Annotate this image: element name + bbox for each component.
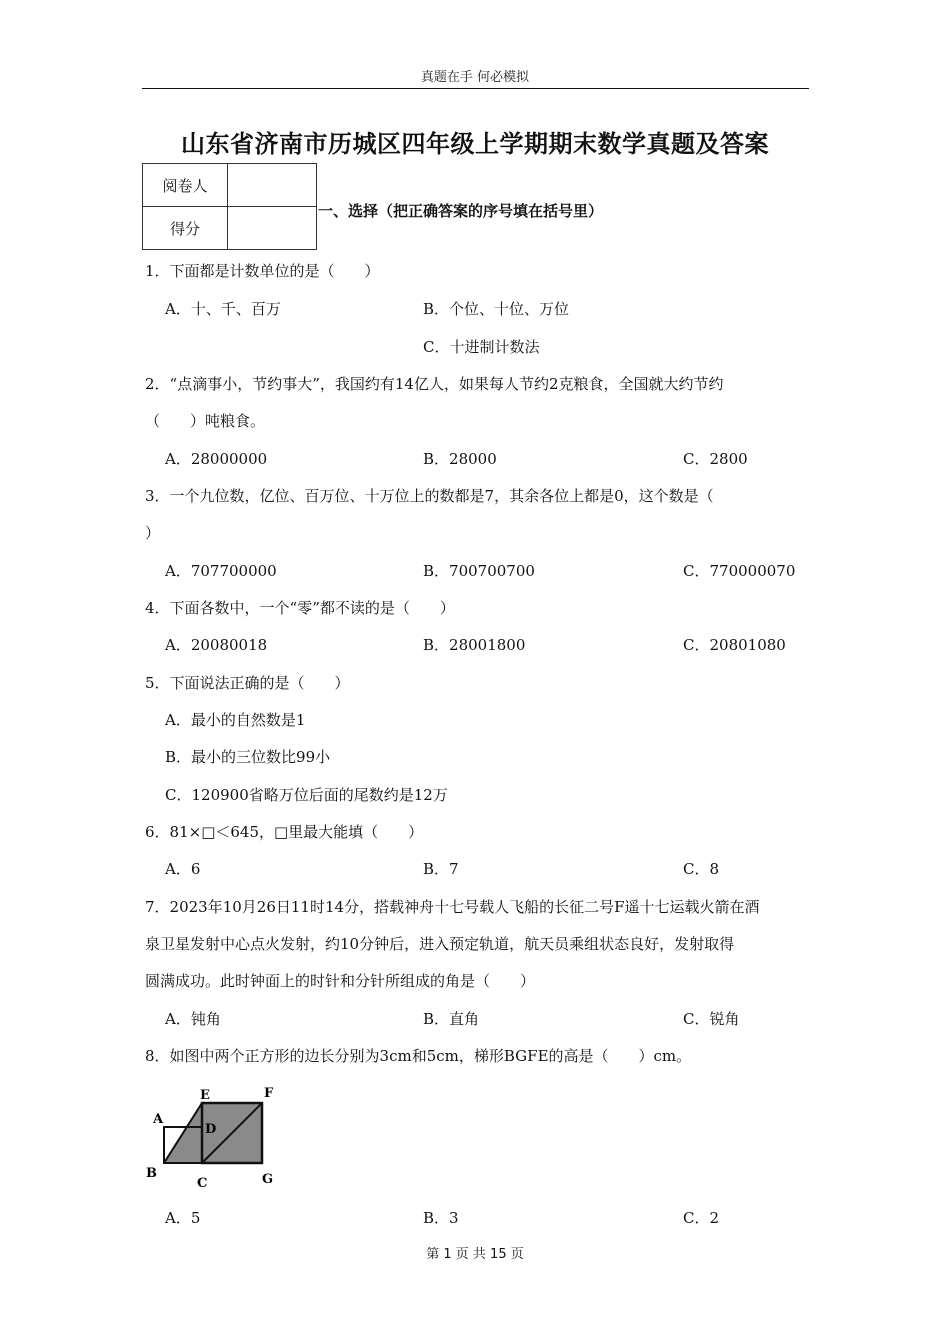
q6-option-b: B．7 [423,860,459,878]
page-title: 山东省济南市历城区四年级上学期期末数学真题及答案 [181,130,769,158]
q5-option-a: A．最小的自然数是1 [165,711,306,729]
q8-option-a: A．5 [165,1209,201,1227]
label-d: D [205,1122,217,1137]
page-header: 真题在手 何必模拟 [420,70,530,85]
question-1: 1．下面都是计数单位的是（ ） [145,262,380,280]
q3-option-b: B．700700700 [423,562,535,580]
q8-option-b: B．3 [423,1209,459,1227]
q4-option-c: C．20801080 [683,636,786,654]
q6-option-a: A．6 [165,860,201,878]
label-f: F [264,1086,274,1101]
label-b: B [146,1166,157,1181]
q1-option-c: C．十进制计数法 [423,338,540,356]
score-label: 得分 [143,207,228,250]
label-g: G [262,1172,274,1187]
q2-option-a: A．28000000 [165,450,268,468]
question-3: 3．一个九位数，亿位、百万位、十万位上的数都是7，其余各位上都是0，这个数是（ [145,487,714,505]
reviewer-label: 阅卷人 [143,164,228,207]
section-heading: 一、选择（把正确答案的序号填在括号里） [318,202,604,220]
q1-option-b: B．个位、十位、万位 [423,300,570,318]
q7-option-a: A．钝角 [165,1010,221,1028]
page-footer: 第 1 页 共 15 页 [426,1247,524,1262]
question-7-line2: 泉卫星发射中心点火发射，约10分钟后，进入预定轨道，航天员乘组状态良好，发射取得 [145,935,735,953]
q2-option-b: B．28000 [423,450,497,468]
reviewer-cell [228,164,317,207]
q1-option-a: A．十、千、百万 [165,300,281,318]
squares-trapezoid-figure [142,1083,282,1193]
q7-option-b: B．直角 [423,1010,480,1028]
q4-option-b: B．28001800 [423,636,526,654]
q7-option-c: C．锐角 [683,1010,740,1028]
score-cell [228,207,317,250]
q3-option-c: C．770000070 [683,562,796,580]
question-4: 4．下面各数中，一个“零”都不读的是（ ） [145,599,455,617]
score-table [142,163,317,250]
q5-option-c: C．120900省略万位后面的尾数约是12万 [165,786,448,804]
header-divider [142,88,809,89]
q8-option-c: C．2 [683,1209,720,1227]
question-2-line2: （ ）吨粮食。 [145,412,266,430]
question-3-line2: ） [145,524,161,542]
q5-option-b: B．最小的三位数比99小 [165,748,331,766]
label-e: E [200,1088,210,1103]
q3-option-a: A．707700000 [165,562,277,580]
question-8: 8．如图中两个正方形的边长分别为3cm和5cm，梯形BGFE的高是（ ）cm。 [145,1047,692,1065]
question-7-line3: 圆满成功。此时钟面上的时针和分针所组成的角是（ ） [145,972,536,990]
question-7: 7．2023年10月26日11时14分，搭载神舟十七号载人飞船的长征二号F遥十七运载火箭在酒 [145,898,760,916]
question-6: 6．81×□＜645，□里最大能填（ ） [145,823,424,841]
label-c: C [197,1176,208,1191]
figure-svg [142,1083,282,1193]
label-a: A [153,1112,164,1127]
q2-option-c: C．2800 [683,450,748,468]
q6-option-c: C．8 [683,860,720,878]
q4-option-a: A．20080018 [165,636,268,654]
question-2: 2．“点滴事小，节约事大”，我国约有14亿人，如果每人节约2克粮食，全国就大约节约 [145,375,724,393]
question-5: 5．下面说法正确的是（ ） [145,674,350,692]
